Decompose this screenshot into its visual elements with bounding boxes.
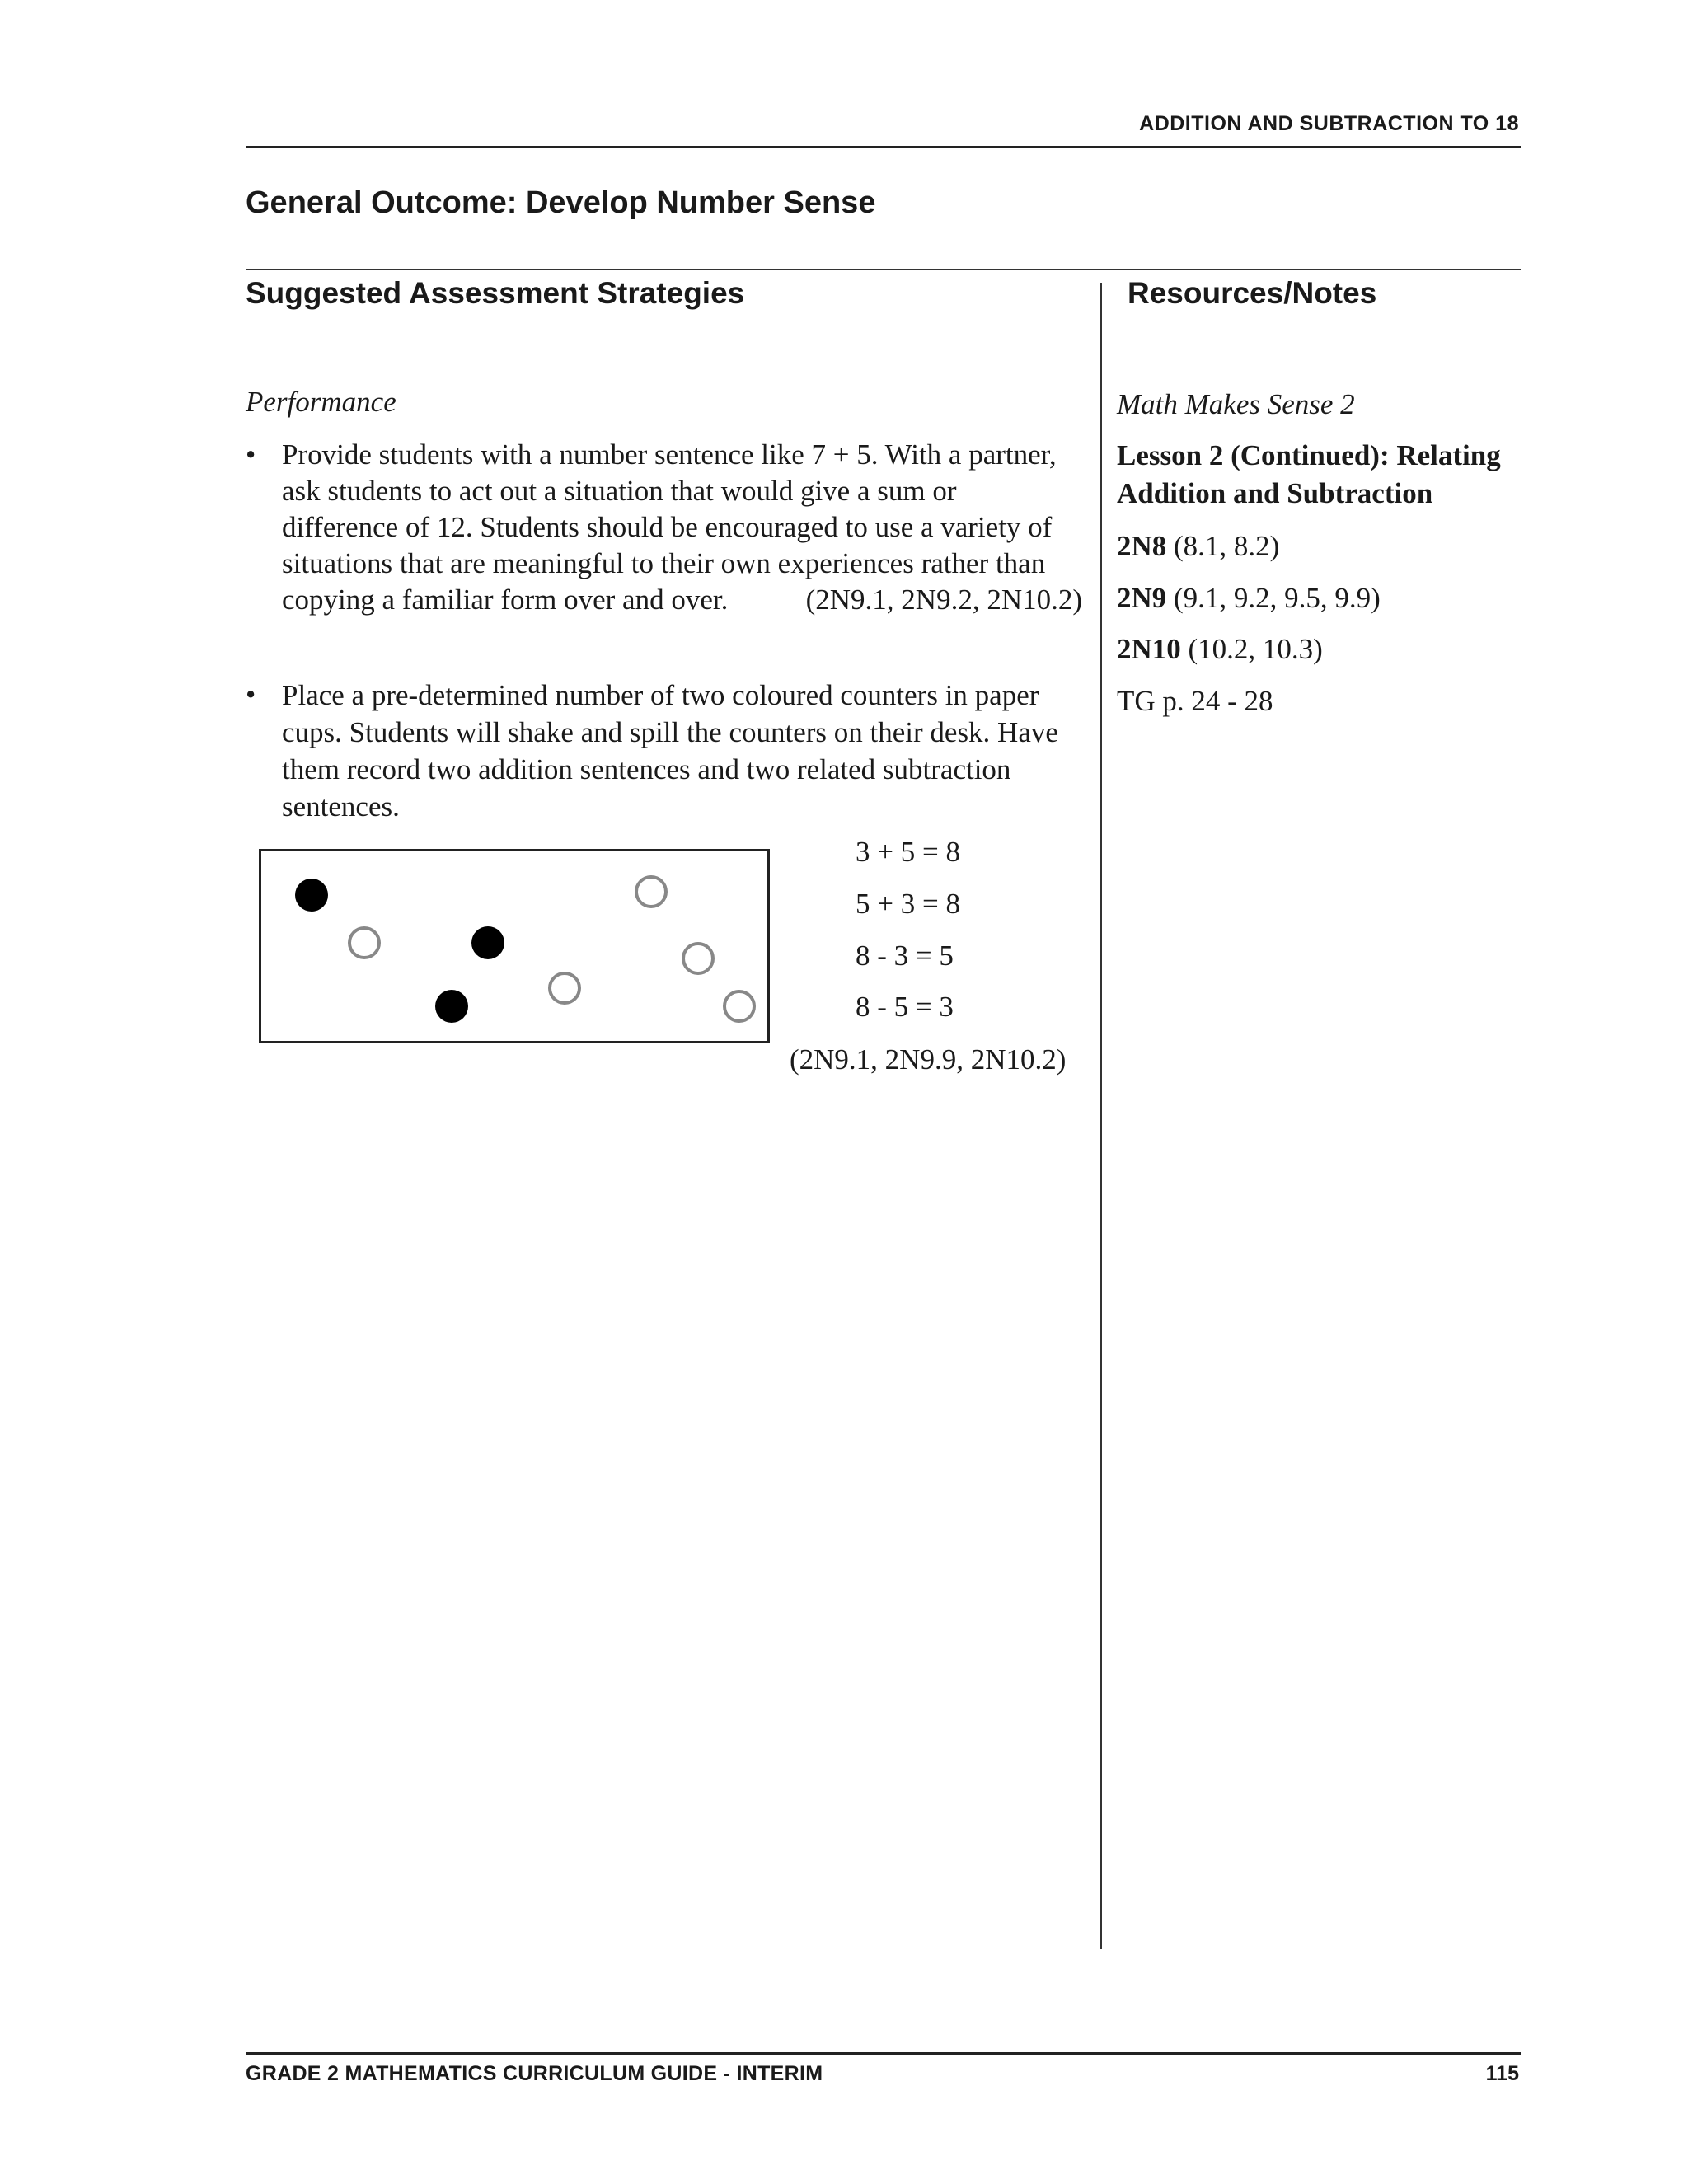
outcome-detail: (8.1, 8.2) — [1174, 530, 1280, 562]
teacher-guide-ref: TG p. 24 - 28 — [1117, 685, 1273, 717]
bullet-text-1: Provide students with a number sentence like 7 + 5. With a partner, ask students to act out a situation that would give a sum or difference of 12. Students should be encouraged to use a variety of situations that are meaningful to their own experiences rather than copying a familiar form over and over. — [282, 438, 1057, 616]
outcome-ref — [1117, 579, 1381, 617]
footer-title: GRADE 2 MATHEMATICS CURRICULUM GUIDE - INTERIM — [246, 2062, 823, 2085]
outcome-detail: (9.1, 9.2, 9.5, 9.9) — [1174, 582, 1381, 614]
column-divider — [1100, 283, 1102, 1949]
footer-rule — [246, 2052, 1521, 2055]
assessment-heading: Suggested Assessment Strategies — [246, 276, 745, 310]
bullet-symbol: • — [246, 678, 256, 710]
bullet-item-1 — [246, 437, 1082, 618]
bullet-text-2: Place a pre-determined number of two coloured counters in paper cups. Students will shake and spill the counters on their desk. Have them record two addition sentences and two related subtraction sentences. — [282, 679, 1058, 823]
resources-heading: Resources/Notes — [1128, 276, 1377, 310]
white-counter — [348, 926, 381, 959]
outcome-ref — [1117, 630, 1323, 668]
resource-book-title: Math Makes Sense 2 — [1117, 388, 1355, 420]
resource-lesson: Lesson 2 (Continued): Relating Addition and Subtraction — [1117, 439, 1501, 509]
general-outcome-title: General Outcome: Develop Number Sense — [246, 185, 876, 220]
header-rule — [246, 146, 1521, 148]
black-counter — [471, 926, 504, 959]
section-rule — [246, 269, 1521, 270]
white-counter — [682, 942, 715, 975]
bullet-ref-1: (2N9.1, 2N9.2, 2N10.2) — [805, 583, 1082, 616]
outcome-ref — [1117, 527, 1279, 565]
outcome-code: 2N9 — [1117, 582, 1167, 614]
black-counter — [295, 879, 328, 912]
white-counter — [635, 875, 668, 908]
equation: 3 + 5 = 8 — [856, 836, 960, 868]
bullet-symbol: • — [246, 438, 256, 471]
equation: 8 - 5 = 3 — [856, 991, 954, 1023]
outcome-code: 2N8 — [1117, 530, 1167, 562]
equation-ref: (2N9.1, 2N9.9, 2N10.2) — [790, 1043, 1067, 1076]
equation: 5 + 3 = 8 — [856, 888, 960, 920]
counters-illustration — [259, 849, 770, 1043]
white-counter — [548, 972, 581, 1005]
performance-label: Performance — [246, 386, 396, 418]
black-counter — [435, 990, 468, 1023]
page-number: 115 — [1485, 2062, 1519, 2085]
bullet-item-2 — [246, 677, 1082, 825]
white-counter — [723, 990, 756, 1023]
running-head: ADDITION AND SUBTRACTION TO 18 — [1139, 112, 1519, 135]
equation: 8 - 3 = 5 — [856, 940, 954, 972]
outcome-code: 2N10 — [1117, 633, 1181, 665]
outcome-detail: (10.2, 10.3) — [1188, 633, 1323, 665]
